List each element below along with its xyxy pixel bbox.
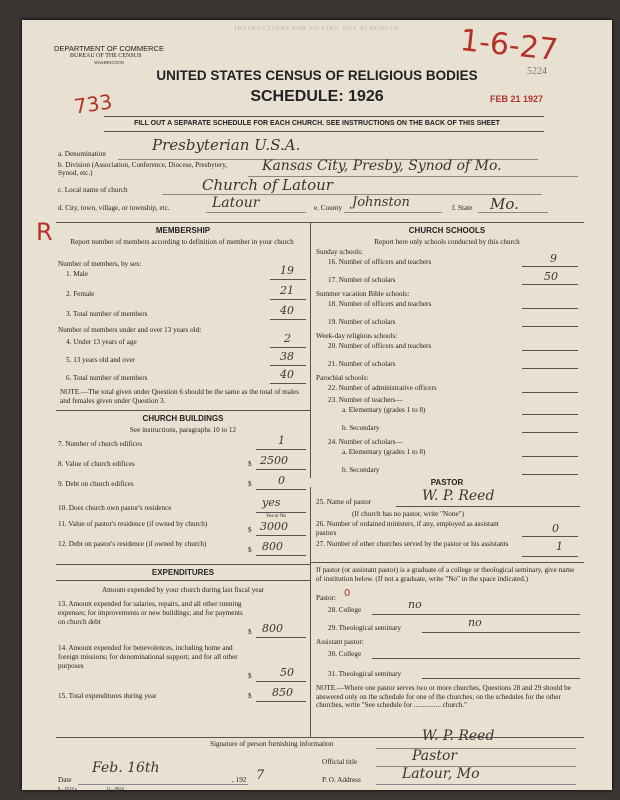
q9-label: 9. Debt on church edifices	[58, 480, 134, 488]
q10-label: 10. Does church own pastor's residence	[58, 504, 172, 512]
expenditures-title: EXPENDITURES	[151, 568, 215, 577]
q11-dollar: $	[248, 526, 252, 534]
city: WASHINGTON	[94, 60, 124, 65]
q24-label: 24. Number of scholars—	[328, 438, 403, 446]
membership-note: NOTE.—The total given under Question 6 should be the same as the total of males and females given under Question 3.	[60, 388, 299, 405]
q25-value: W. P. Reed	[422, 488, 495, 504]
q27-value: 1	[556, 540, 563, 553]
q30-label: 30. College	[328, 650, 362, 658]
q12-label: 12. Debt on pastor's residence (if owned by church)	[58, 540, 207, 548]
state-label: f. State	[452, 204, 473, 212]
q6-label: 6. Total number of members	[66, 374, 148, 382]
q5-label: 5. 13 years old and over	[66, 356, 136, 364]
pastor-note: NOTE.—Where one pastor serves two or more churches, Questions 28 and 29 should be answered only on the schedule for one of the churches; on the schedules for the other churches, write "See schedule for ............... church."	[316, 684, 571, 709]
date-stamp: FEB 21 1927	[490, 94, 544, 104]
q8-label: 8. Value of church edifices	[58, 460, 135, 468]
q1-value: 19	[280, 264, 294, 277]
form-title: UNITED STATES CENSUS OF RELIGIOUS BODIES	[156, 68, 478, 83]
q28-label: 28. College	[328, 606, 362, 614]
q27-label: 27. Number of other churches served by the pastor or his assistants	[316, 540, 509, 548]
q10-value: yes	[262, 496, 281, 509]
bureau: BUREAU OF THE CENSUS	[70, 53, 142, 59]
q9-value: 0	[278, 474, 285, 487]
city-label: d. City, town, village, or township, etc.	[58, 204, 170, 212]
q15-label: 15. Total expenditures during year	[58, 692, 157, 700]
schedule-title: SCHEDULE: 1926	[250, 88, 384, 105]
form-number: 8—5518 a	[58, 786, 77, 790]
vacation-label: Summer vacation Bible schools:	[316, 290, 410, 298]
q13-dollar: $	[248, 628, 252, 636]
signature-value: W. P. Reed	[422, 728, 495, 744]
division-value: Kansas City, Presby, Synod of Mo.	[262, 158, 502, 174]
assistant-label: Assistant pastor:	[316, 638, 364, 646]
date-label: Date	[58, 776, 72, 784]
age-label: Number of members under and over 13 years old:	[58, 326, 202, 334]
schools-sub: Report here only schools conducted by this church	[374, 238, 520, 246]
q17-label: 17. Number of scholars	[328, 276, 396, 284]
q13-value: 800	[262, 622, 283, 635]
city-value: Latour	[212, 195, 260, 211]
pastor-mark: 0	[344, 588, 351, 599]
church-name-label: c. Local name of church	[58, 186, 128, 194]
red-r-mark: R	[36, 218, 53, 246]
official-title-label: Official title	[322, 758, 358, 766]
q28-value: no	[408, 598, 422, 611]
q29-label: 29. Theological seminary	[328, 624, 402, 632]
church-name-value: Church of Latour	[202, 176, 333, 194]
red-date-mark: 1-6-27	[458, 22, 560, 69]
q3-value: 40	[280, 304, 294, 317]
department: DEPARTMENT OF COMMERCE	[54, 44, 165, 53]
q5-value: 38	[280, 350, 294, 363]
q26-value: 0	[552, 522, 559, 535]
q14-label: 14. Amount expended for benevolences, including home and foreign missions; for denominational support; and for all other purposes	[58, 644, 238, 670]
pastor-title: PASTOR	[310, 478, 584, 487]
q26-label: 26. Number of ordained ministers, if any, employed as assistant pastors	[316, 520, 499, 537]
q4-value: 2	[284, 332, 291, 345]
print-number: 11—9654	[106, 786, 124, 790]
q7-value: 1	[278, 434, 285, 447]
q14-dollar: $	[248, 672, 252, 680]
q11-label: 11. Value of pastor's residence (if owned by church)	[58, 520, 208, 528]
by-sex-label: Number of members, by sex:	[58, 260, 142, 268]
expenditures-sub: Amount expended by your church during last fiscal year	[101, 586, 265, 594]
buildings-sub: See instructions, paragraphs 10 to 12	[129, 426, 237, 434]
red-number-mark: 733	[72, 89, 114, 119]
q19-label: 19. Number of scholars	[328, 318, 396, 326]
address-value: Latour, Mo	[402, 766, 480, 782]
q17-value: 50	[544, 270, 558, 283]
q15-value: 850	[272, 686, 293, 699]
q2-value: 21	[280, 284, 294, 297]
q25-label: 25. Name of pastor	[316, 498, 372, 506]
date-value: Feb. 16th	[92, 760, 160, 776]
q23-label: 23. Number of teachers—	[328, 396, 403, 404]
q1-label: 1. Male	[66, 270, 88, 278]
membership-title: MEMBERSHIP	[155, 226, 211, 235]
q20-label: 20. Number of officers and teachers	[328, 342, 432, 350]
q23b-label: b. Secondary	[342, 424, 380, 432]
weekday-label: Week-day religious schools:	[316, 332, 398, 340]
q29-value: no	[468, 616, 482, 629]
q3-label: 3. Total number of members	[66, 310, 148, 318]
graduate-note: If pastor (or assistant pastor) is a graduate of a college or theological seminary, give name of institution below. (If not a graduate, write "No" in the space indicated.)	[316, 566, 575, 583]
census-form	[22, 20, 612, 790]
denomination-label: a. Denomination	[58, 150, 106, 158]
instruction: FILL OUT A SEPARATE SCHEDULE FOR EACH CHURCH. SEE INSTRUCTIONS ON THE BACK OF THIS SHEET	[134, 120, 500, 127]
q24b-label: b. Secondary	[342, 466, 380, 474]
buildings-title: CHURCH BUILDINGS	[142, 414, 224, 423]
q13-label: 13. Amount expended for salaries, repairs, and all other running expenses; for improvements or new buildings; and for payments on church debt	[58, 600, 243, 626]
q23a-label: a. Elementary (grades 1 to 8)	[342, 406, 426, 414]
q16-label: 16. Number of officers and teachers	[328, 258, 432, 266]
membership-intro: Report number of members according to definition of member in your church	[70, 238, 294, 246]
bleed-through-text: INSTRUCTIONS FOR FILLING OUT SCHEDULE	[234, 24, 400, 30]
pastor-label: Pastor:	[316, 594, 336, 602]
parochial-label: Parochial schools:	[316, 374, 369, 382]
q12-value: 800	[262, 540, 283, 553]
division-label: b. Division (Association, Conference, Diocese, Presbytery, Synod, etc.)	[58, 161, 228, 177]
q15-dollar: $	[248, 692, 252, 700]
q24a-label: a. Elementary (grades 1 to 8)	[342, 448, 426, 456]
q31-label: 31. Theological seminary	[328, 670, 402, 678]
q7-label: 7. Number of church edifices	[58, 440, 143, 448]
q8-dollar: $	[248, 460, 252, 468]
q12-dollar: $	[248, 546, 252, 554]
q25-sub: (If church has no pastor, write "None")	[352, 510, 464, 518]
state-value: Mo.	[490, 195, 519, 213]
q2-label: 2. Female	[66, 290, 95, 298]
q4-label: 4. Under 13 years of age	[66, 338, 137, 346]
q11-value: 3000	[260, 520, 288, 533]
signature-label: Signature of person furnishing information	[210, 740, 334, 748]
year-digit: 7	[256, 768, 265, 783]
serial-number: 5224	[527, 66, 547, 77]
q9-dollar: $	[248, 480, 252, 488]
q16-value: 9	[550, 252, 557, 265]
county-label: e. County	[314, 204, 342, 212]
q6-value: 40	[280, 368, 294, 381]
sunday-label: Sunday schools:	[316, 248, 363, 256]
schools-title: CHURCH SCHOOLS	[408, 226, 486, 235]
q8-value: 2500	[260, 454, 288, 467]
q14-value: 50	[280, 666, 294, 679]
yes-no-hint: Yes or No	[266, 514, 287, 519]
denomination-value: Presbyterian U.S.A.	[152, 136, 301, 154]
q21-label: 21. Number of scholars	[328, 360, 396, 368]
q22-label: 22. Number of administrative officers	[328, 384, 437, 392]
q18-label: 18. Number of officers and teachers	[328, 300, 432, 308]
year-label: , 192	[232, 776, 247, 784]
official-title-value: Pastor	[412, 748, 458, 764]
address-label: P. O. Address	[322, 776, 361, 784]
county-value: Johnston	[352, 195, 410, 210]
